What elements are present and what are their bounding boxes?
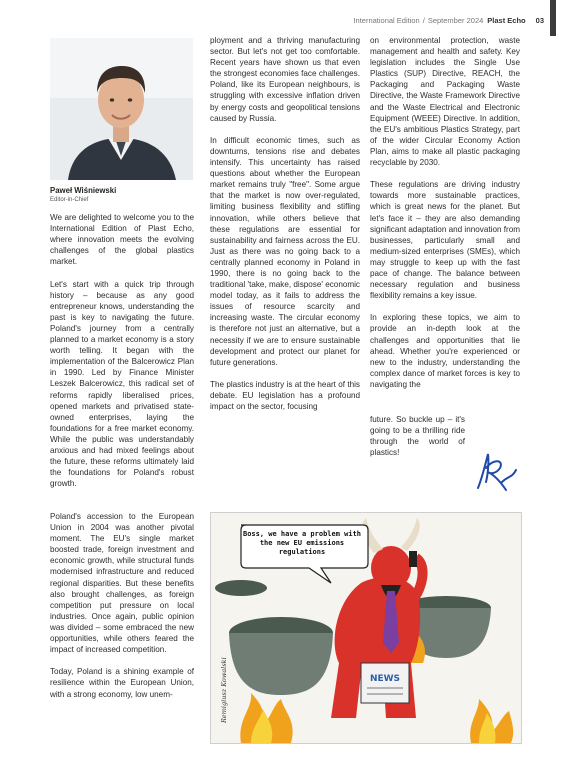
- author-name: Paweł Wiśniewski: [50, 186, 117, 195]
- paragraph: ployment and a thriving manufacturing sector. But let's not get too comfortable. Recent years have shown us that even the strongest economies face challenges. Poland, like its European neighbours, is struggling with excessive inflation driven by energy costs and geopolitical tensions caused by Russia.: [210, 36, 360, 123]
- page-number: 03: [535, 16, 544, 25]
- page-header: International Edition / September 2024 Plast Echo 03: [353, 16, 544, 25]
- speech-bubble-text: Boss, we have a problem with the new EU emissions regulations: [243, 530, 362, 556]
- portrait-illustration: [50, 38, 193, 180]
- paragraph: Today, Poland is a shining example of resilience within the European Union, with a strong economy, low unem-: [50, 667, 194, 699]
- cartoonist-signature-text: Remigiusz Kowalski: [220, 657, 228, 723]
- editorial-cartoon: [210, 512, 522, 744]
- author-role: Editor-in-Chief: [50, 197, 89, 203]
- paragraph: In difficult economic times, such as downturns, tensions rise and debates intensify. This uncertainty has raised questions about whether the European market remains truly "free". Some argue that the market is now over-regulated, limiting business flexibility and stifling innovation, while others believe that these regulations are essential for sustainability and fairness across the EU. Just as there was no going back to a centrally planned economy in Poland in 1990, there is no going back to the traditional 'take, make, dispose' economic model today, as it fails to address the issues of resource scarcity and increasing waste. The circular economy is therefore not just an alternative, but a necessity if we are to ensure sustainable development and protect our planet for future generations.: [210, 135, 360, 367]
- handwritten-signature: [472, 448, 520, 496]
- article-column-1: [50, 212, 194, 500]
- article-column-2: [210, 35, 360, 423]
- article-column-1-lower: [50, 511, 194, 711]
- paragraph: We are delighted to welcome you to the International Edition of Plast Echo, where innovation meets the evolving challenges of the global plastics market.: [50, 213, 194, 267]
- paragraph: on environmental protection, waste management and health and safety. Key legislation includes the Single Use Plastics (SUP) Directive, REACH, the Packaging and Packaging Waste Directive, the Waste Framework Directive and the Waste Electrical and Electronic Equipment (WEEE) Directive. In addition, the EU's ambitious Plastics Strategy, part of the wider Circular Economy Action Plan, aims to make all plastic packaging recyclable by 2030.: [370, 36, 520, 168]
- paragraph: In exploring these topics, we aim to provide an in-depth look at the challenges and opportunities that lie ahead. Whether you're experienced or new to the industry, understanding the complex dance of market forces is key to navigating the: [370, 313, 520, 389]
- newspaper-headline: NEWS: [369, 674, 401, 684]
- paragraph: These regulations are driving industry towards more sustainable practices, which is great news for the planet. But let's face it – they are also demanding significant adaptation and innovation from businesses, particularly small and medium-sized enterprises (SMEs), which may struggle to keep up with the fast pace of change. The balance between necessary regulation and business flexibility remains a key issue.: [370, 180, 520, 301]
- edition-label: International Edition: [353, 16, 420, 25]
- paragraph: Let's start with a quick trip through history – because as any good entrepreneur knows, understanding the past is key to navigating the future. Poland's journey from a centrally planned to a market economy is a story worth telling. It began with the implementation of the Balcerowicz Plan in 1990. Led by Finance Minister Leszek Balcerowicz, this radical set of reforms rapidly liberalised prices, opened markets and privatised state-owned enterprises, laying the foundations for a free market economy. While the public was understandably anxious and had mixed feelings about the future, these reforms ultimately laid the foundations for Poland's robust growth.: [50, 279, 194, 489]
- issue-date: September 2024: [427, 16, 484, 25]
- paragraph: Poland's accession to the European Union in 2004 was another pivotal moment. The EU's single market boosted trade, foreign investment and economic growth, while structural funds modernised infrastructure and reduced regional disparities. But these benefits also brought challenges, as foreign competition put pressure on local industries. Once again, public opinion was divided – some embraced the new opportunities, while others feared the impact of increased competition.: [50, 512, 194, 655]
- header-accent-bar: [550, 0, 556, 36]
- cartoonist-signature: [218, 523, 230, 728]
- paragraph: The plastics industry is at the heart of this debate. EU legislation has a profound impact on the sector, focusing: [210, 379, 360, 412]
- article-column-3: [370, 35, 520, 401]
- article-closing: future. So buckle up – it's going to be a thrilling ride through the world of plastics!: [370, 415, 465, 458]
- brand-name: Plast Echo: [487, 16, 526, 25]
- author-photo: [50, 38, 193, 180]
